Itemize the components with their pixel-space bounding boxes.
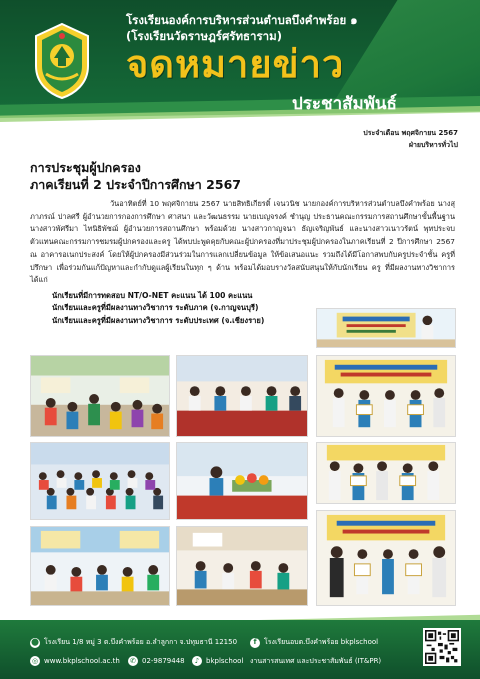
address-text: โรงเรียน 1/8 หมู่ 3 ต.บึงคำพร้อย อ.ลำลูกกา จ.ปทุมธานี 12150 bbox=[44, 638, 238, 646]
newsletter-subtitle: ประชาสัมพันธ์ bbox=[292, 94, 397, 114]
footer-credit bbox=[250, 656, 381, 667]
footer-address bbox=[30, 637, 237, 648]
department-label: ฝ่ายบริหารทั่วไป bbox=[408, 141, 458, 149]
award-item: นักเรียนและครูที่มีผลงานทางวิชาการ ระดับประเทศ (จ.เชียงราย) bbox=[52, 315, 265, 325]
photo-award-presentation bbox=[316, 510, 456, 606]
phone-text: 02-9879448 bbox=[142, 657, 185, 665]
facebook-icon: f bbox=[250, 638, 260, 648]
school-name: โรงเรียนองค์การบริหารส่วนตำบลบึงคำพร้อย ๑ bbox=[126, 13, 358, 27]
article-body: วันอาทิตย์ที่ 10 พฤศจิกายน 2567 นายสิทธิเกียรติ์ เจนวนิช นายกองค์การบริหารส่วนตำบลบึงคำพร้อย นางสุภาภรณ์ ปาลศรี ผู้อำนวยการกองการศึกษา ศาสนา และวัฒนธรรม นายเบญจรงค์ ชำนุญ ประธานคณะกรรมการสถานศึกษาขั้นพื้นฐาน นางสาวพัศรีมา ไทนิธิพัชฌ์ ผู้อำนวยการสถานศึกษา พร้อมด้วย นางสาวกาญจนา ธัญเจริญพันธ์ และนางสาวเนาวรัตน์ พุทประจบ ตัวแทนคณะกรรมการชมรมผู้ปกครองและครู ได้พบปะพูดคุยกับคณะผู้ปกครองที่มาประชุมผู้ปกครองในภาคเรียนที่ 2 ปีการศึกษา 2567 ณ อาคารอเนกประสงค์ โดยให้ผู้ปกครองมีส่วนร่วมในการแลกเปลี่ยนข้อมูล ให้ข้อเสนอแนะ รวมถึงได้มีโอกาสพบกับครูประจำชั้น ครูที่ปรึกษา เพื่อร่วมกันแก้ปัญหาและกำกับดูแลผู้เรียนในทุก ๆ ด้าน พร้อมได้มอบรางวัลสนับสนุนให้กับนักเรียน ครู ที่มีผลงานทางวิชาการ ได้แก่ bbox=[30, 199, 455, 285]
newsletter-footer bbox=[0, 620, 480, 679]
photo-award-ceremony bbox=[316, 355, 456, 437]
globe-icon: ◎ bbox=[31, 656, 39, 665]
footer-website[interactable] bbox=[30, 656, 120, 666]
tiktok-text: bkplschool bbox=[206, 657, 244, 665]
photo-parent-teacher-meeting bbox=[176, 526, 308, 606]
facebook-text: โรงเรียนอบต.บึงคำพร้อย bkplschool bbox=[264, 638, 379, 646]
photo-panel-guests bbox=[176, 355, 308, 437]
award-item: นักเรียนและครูที่มีผลงานทางวิชาการ ระดับภาค (จ.กาญจนบุรี) bbox=[52, 303, 259, 313]
photo-speaker-banner bbox=[316, 308, 456, 348]
school-alt-name: (โรงเรียนวัดราษฎร์ศรัทธาราม) bbox=[126, 29, 282, 43]
qr-code[interactable] bbox=[423, 628, 461, 666]
footer-facebook[interactable] bbox=[250, 637, 378, 648]
footer-phone[interactable] bbox=[128, 656, 185, 666]
photo-podium-speaker bbox=[176, 442, 308, 520]
article-subheading: ภาคเรียนที่ 2 ประจำปีการศึกษา 2567 bbox=[30, 177, 241, 192]
footer-tiktok[interactable] bbox=[192, 656, 243, 666]
photo-group-certificates bbox=[316, 442, 456, 504]
location-pin-icon: ⬤ bbox=[31, 638, 39, 646]
website-text: www.bkplschool.ac.th bbox=[44, 657, 120, 665]
school-logo bbox=[32, 22, 92, 100]
newsletter-title: จดหมายข่าว bbox=[126, 42, 345, 86]
credit-text: งานสารสนเทศ และประชาสัมพันธ์ (IT&PR) bbox=[250, 657, 382, 665]
photo-classroom-parents bbox=[30, 355, 170, 437]
award-item: นักเรียนที่มีการทดสอบ NT/O-NET คะแนน ได้ 100 คะแนน bbox=[52, 291, 253, 300]
issue-date: ประจำเดือน พฤศจิกายน 2567 bbox=[363, 129, 458, 137]
phone-icon: ✆ bbox=[128, 656, 138, 666]
photo-audience-hall bbox=[30, 442, 170, 520]
photo-children-classroom bbox=[30, 526, 170, 606]
article-heading: การประชุมผู้ปกครอง bbox=[30, 160, 141, 175]
tiktok-icon: ♪ bbox=[192, 656, 202, 666]
